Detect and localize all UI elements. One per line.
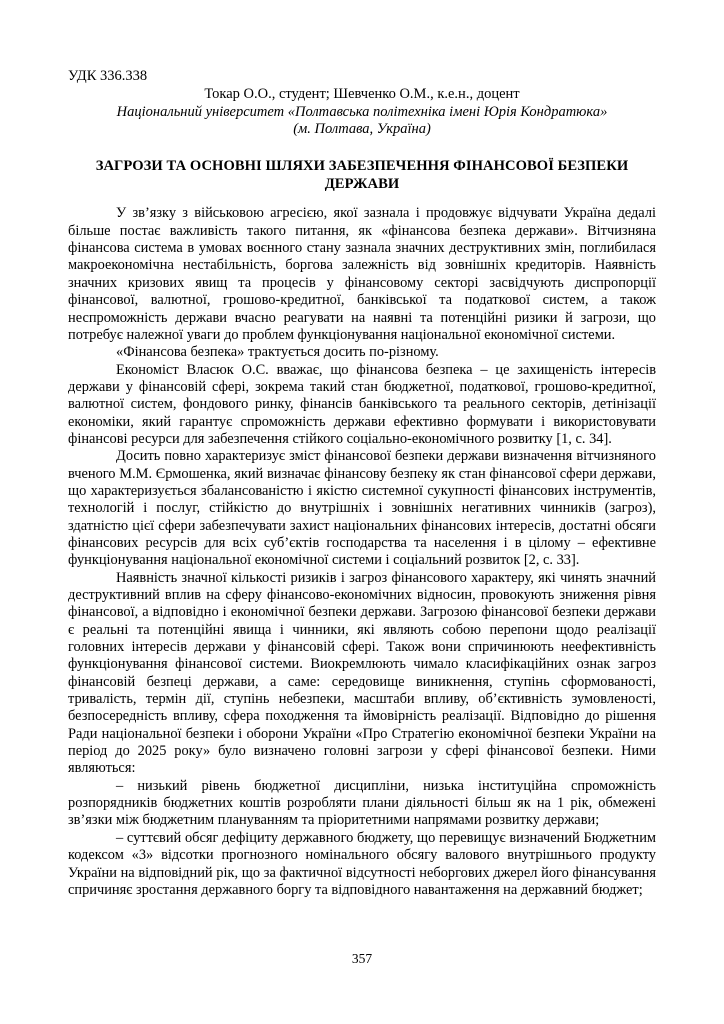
affiliation-city: (м. Полтава, Україна) (293, 121, 431, 138)
paragraph: Економіст Власюк О.С. вважає, що фінансова безпека – це захищеність інтересів держави у фінансовій сфері, зокрема такий стан бюджетної, податкової, грошово-кредитної, валютної систем, фондового ринку, фінансів банківського та реального секторів, детінізації економіки, який гарантує спроможність держави ефективно формувати і використовувати фінансові ресурси для забезпечення стійкого соціально-економічного розвитку [1, с. 34]. (68, 361, 656, 447)
paragraph: Досить повно характеризує зміст фінансової безпеки держави визначення вітчизняного вченого М.М. Єрмошенка, який визначає фінансову безпеку як стан фінансової сфери держави, що характеризується збалансованістю і якістю системної сукупності фінансових інструментів, технологій і послуг, стійкістю до внутрішніх і зовнішніх негативних чинників (загроз), здатністю цієї сфери забезпечувати захист національних фінансових інтересів, достатні обсяги фінансових ресурсів для всіх суб’єктів господарства та населення і в цілому – ефективне функціонування національної економічної системи і соціальний розвиток [2, с. 33]. (68, 448, 656, 569)
page-content (68, 68, 656, 899)
list-item: – суттєвий обсяг дефіциту державного бюджету, що перевищує визначений Бюджетним кодексом «3» відсотки прогнозного номінального обсягу валового внутрішнього продукту України на відповідний рік, що за фактичної відсутності неборгових джерел його фінансування спричиняє зростання державного боргу та відповідного навантаження на державний бюджет; (68, 829, 656, 898)
paragraph: «Фінансова безпека» трактується досить по-різному. (116, 344, 439, 361)
body-text (68, 205, 656, 899)
affiliation-institution: Національний університет «Полтавська політехніка імені Юрія Кондратюка» (116, 103, 608, 120)
authors-byline: Токар О.О., студент; Шевченко О.М., к.е.н., доцент (204, 86, 520, 103)
page-title-line-1: ЗАГРОЗИ ТА ОСНОВНІ ШЛЯХИ ЗАБЕЗПЕЧЕННЯ ФІНАНСОВОЇ БЕЗПЕКИ (95, 157, 629, 174)
page-title-line-2: ДЕРЖАВИ (324, 176, 400, 193)
page-title (68, 157, 656, 194)
udk-code: УДК 336.338 (68, 68, 148, 84)
paragraph: У зв’язку з військовою агресією, якої зазнала і продовжує відчувати Україна дедалі більше постає важливість такого питання, як «фінансова безпека держави». Вітчизняна фінансова система в умовах воєнного стану зазнала значних деструктивних змін, поглибилася макроекономічна нестабільність, боргова залежність від зовнішніх кредиторів. Наявність значних кризових явищ та процесів у фінансовому секторі засвідчують диспропорції фінансової, валютної, грошово-кредитної, банківської та податкової систем, а також неспроможність держави вчасно реагувати на наявні та потенційні ризики й загрози, що потребує належної уваги до проблем функціонування національної економічної системи. (68, 205, 656, 343)
paragraph: Наявність значної кількості ризиків і загроз фінансового характеру, які чинять значний деструктивний вплив на сферу фінансово-економічних відносин, провокують зниження рівня фінансової, а відповідно і економічної безпеки держави. Загрозою фінансової безпеки держави є реальні та потенційні явища і чинники, які являють собою перепони щодо реалізації головних інтересів держави у фінансовій сфері. Також вони спричинюють неефективність функціонування фінансової системи. Виокремлюють чимало класифікаційних ознак загроз фінансовій безпеці держави, а саме: середовище виникнення, ступінь сформованості, тривалість, термін дії, ступінь небезпеки, масштаби впливу, об’єктивність зумовленості, безпосередність впливу, сфера походження та ймовірність реалізації. Відповідно до рішення Ради національної безпеки і оборони України «Про Стратегію економічної безпеки України на період до 2025 року» було визначено головні загрози у сфері фінансової безпеки. Ними являються: (68, 569, 656, 777)
page-number: 357 (351, 951, 373, 966)
list-item: – низький рівень бюджетної дисципліни, низька інституційна спроможність розпорядників бюджетних коштів розробляти плани діяльності більш як на 1 рік, обмежені зв’язки між бюджетним плануванням та пріоритетними напрямами розвитку держави; (68, 777, 656, 829)
